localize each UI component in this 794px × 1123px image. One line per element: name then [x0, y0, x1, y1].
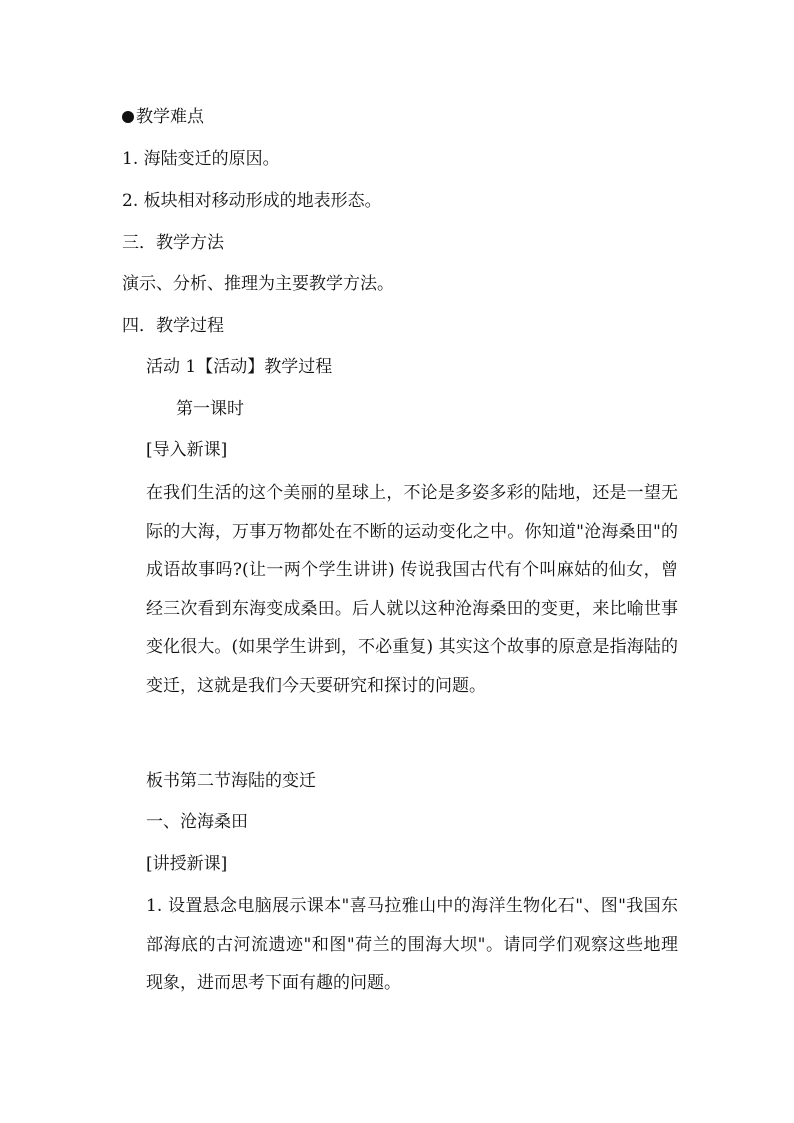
section-heading-methods: 三．教学方法	[122, 233, 224, 253]
new-lesson-heading: [讲授新课]	[146, 854, 228, 874]
lesson-one-label: 第一课时	[176, 399, 244, 419]
subsection-heading: 一、沧海桑田	[146, 812, 248, 832]
difficulty-item-2: 2. 板块相对移动形成的地表形态。	[122, 191, 382, 211]
difficulty-heading-text: 教学难点	[136, 107, 204, 127]
difficulty-heading	[122, 106, 204, 128]
difficulty-item-1: 1. 海陆变迁的原因。	[122, 149, 280, 169]
bullet-icon	[122, 111, 134, 123]
intro-paragraph: 在我们生活的这个美丽的星球上，不论是多姿多彩的陆地，还是一望无际的大海，万事万物都处在不断的运动变化之中。你知道"沧海桑田"的成语故事吗?(让一两个学生讲讲) 传说我国古代有个叫麻姑的仙女，曾经三次看到东海变成桑田。后人就以这种沧海桑田的变更，来比喻世事变化很大。(如果学生讲到，不必重复) 其实这个故事的原意是指海陆的变迁，这就是我们今天要研究和探讨的问题。	[146, 483, 678, 696]
activity-title: 活动 1【活动】教学过程	[146, 357, 333, 377]
methods-text: 演示、分析、推理为主要教学方法。	[122, 274, 394, 294]
intro-heading: [导入新课]	[146, 440, 228, 460]
section-heading-process: 四．教学过程	[122, 316, 224, 336]
board-writing: 板书第二节海陆的变迁	[146, 771, 316, 791]
new-lesson-paragraph: 1. 设置悬念电脑展示课本"喜马拉雅山中的海洋生物化石"、图"我国东部海底的古河流遗迹"和图"荷兰的围海大坝"。请同学们观察这些地理现象，进而思考下面有趣的问题。	[146, 896, 678, 994]
